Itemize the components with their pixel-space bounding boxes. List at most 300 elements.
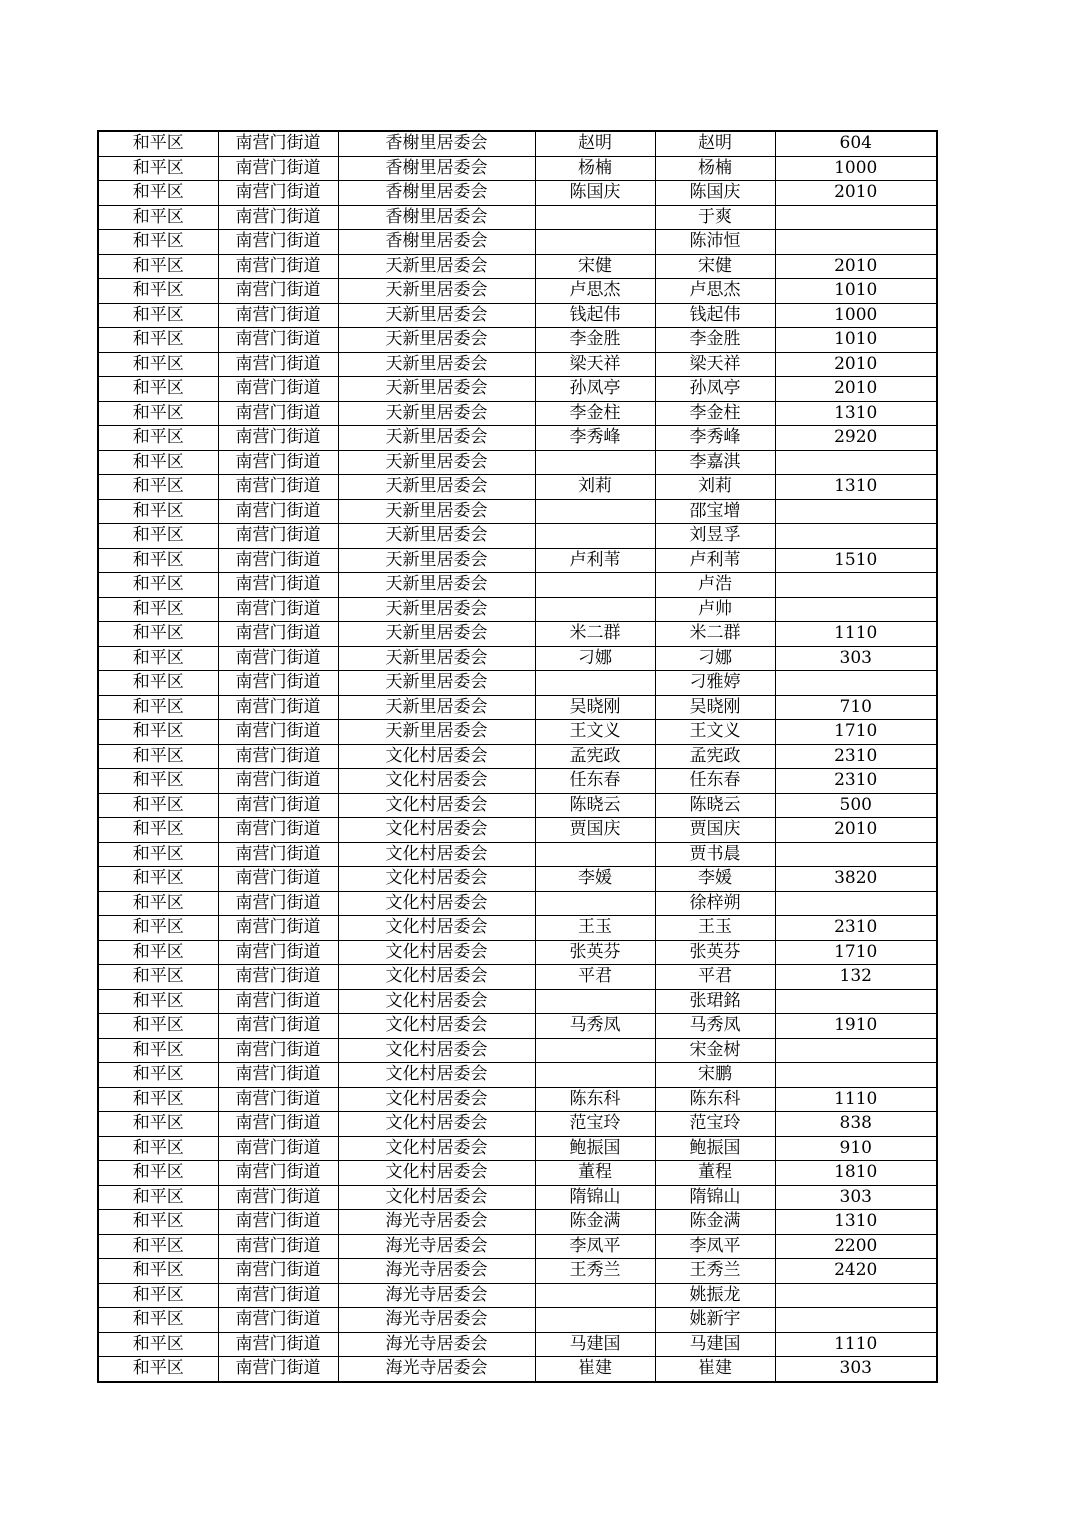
name-cell bbox=[535, 1283, 655, 1308]
committee-cell: 香榭里居委会 bbox=[338, 131, 535, 156]
committee-cell: 天新里居委会 bbox=[338, 720, 535, 745]
committee-cell: 文化村居委会 bbox=[338, 1063, 535, 1088]
committee-cell: 天新里居委会 bbox=[338, 597, 535, 622]
street-cell: 南营门街道 bbox=[218, 548, 338, 573]
member-name-cell: 李秀峰 bbox=[655, 426, 775, 451]
table-row bbox=[98, 254, 937, 279]
table-row bbox=[98, 867, 937, 892]
street-cell: 南营门街道 bbox=[218, 695, 338, 720]
street-cell: 南营门街道 bbox=[218, 744, 338, 769]
member-name-cell: 隋锦山 bbox=[655, 1185, 775, 1210]
name-cell bbox=[535, 524, 655, 549]
street-cell: 南营门街道 bbox=[218, 842, 338, 867]
committee-cell: 天新里居委会 bbox=[338, 352, 535, 377]
amount-cell: 1710 bbox=[775, 720, 937, 745]
table-row bbox=[98, 1234, 937, 1259]
table-body bbox=[98, 131, 937, 1382]
street-cell: 南营门街道 bbox=[218, 965, 338, 990]
district-cell: 和平区 bbox=[98, 205, 218, 230]
member-name-cell: 马秀凤 bbox=[655, 1014, 775, 1039]
member-name-cell: 刘莉 bbox=[655, 475, 775, 500]
committee-cell: 海光寺居委会 bbox=[338, 1259, 535, 1284]
committee-cell: 海光寺居委会 bbox=[338, 1308, 535, 1333]
committee-cell: 香榭里居委会 bbox=[338, 205, 535, 230]
table-row bbox=[98, 1161, 937, 1186]
amount-cell: 2010 bbox=[775, 181, 937, 206]
member-name-cell: 贾国庆 bbox=[655, 818, 775, 843]
committee-cell: 天新里居委会 bbox=[338, 524, 535, 549]
table-row bbox=[98, 793, 937, 818]
street-cell: 南营门街道 bbox=[218, 450, 338, 475]
committee-cell: 文化村居委会 bbox=[338, 916, 535, 941]
amount-cell: 2010 bbox=[775, 254, 937, 279]
committee-cell: 天新里居委会 bbox=[338, 450, 535, 475]
member-name-cell: 孙凤亭 bbox=[655, 377, 775, 402]
amount-cell: 303 bbox=[775, 646, 937, 671]
member-name-cell: 崔建 bbox=[655, 1357, 775, 1382]
district-cell: 和平区 bbox=[98, 842, 218, 867]
member-name-cell: 刁娜 bbox=[655, 646, 775, 671]
table-row bbox=[98, 279, 937, 304]
amount-cell: 1910 bbox=[775, 1014, 937, 1039]
district-cell: 和平区 bbox=[98, 573, 218, 598]
amount-cell bbox=[775, 1063, 937, 1088]
street-cell: 南营门街道 bbox=[218, 1185, 338, 1210]
committee-cell: 天新里居委会 bbox=[338, 377, 535, 402]
district-cell: 和平区 bbox=[98, 989, 218, 1014]
table-row bbox=[98, 475, 937, 500]
table-row bbox=[98, 181, 937, 206]
street-cell: 南营门街道 bbox=[218, 1136, 338, 1161]
committee-cell: 天新里居委会 bbox=[338, 499, 535, 524]
committee-cell: 文化村居委会 bbox=[338, 965, 535, 990]
committee-cell: 天新里居委会 bbox=[338, 475, 535, 500]
member-name-cell: 刁雅婷 bbox=[655, 671, 775, 696]
table-row bbox=[98, 205, 937, 230]
street-cell: 南营门街道 bbox=[218, 499, 338, 524]
member-name-cell: 吴晓刚 bbox=[655, 695, 775, 720]
street-cell: 南营门街道 bbox=[218, 426, 338, 451]
name-cell: 赵明 bbox=[535, 131, 655, 156]
district-cell: 和平区 bbox=[98, 720, 218, 745]
amount-cell bbox=[775, 1038, 937, 1063]
name-cell: 马建国 bbox=[535, 1332, 655, 1357]
street-cell: 南营门街道 bbox=[218, 940, 338, 965]
amount-cell bbox=[775, 499, 937, 524]
table-row bbox=[98, 1087, 937, 1112]
committee-cell: 天新里居委会 bbox=[338, 328, 535, 353]
district-cell: 和平区 bbox=[98, 1259, 218, 1284]
street-cell: 南营门街道 bbox=[218, 279, 338, 304]
name-cell bbox=[535, 1038, 655, 1063]
committee-cell: 文化村居委会 bbox=[338, 867, 535, 892]
name-cell: 刘莉 bbox=[535, 475, 655, 500]
table-row bbox=[98, 891, 937, 916]
name-cell bbox=[535, 1308, 655, 1333]
amount-cell bbox=[775, 230, 937, 255]
member-name-cell: 鲍振国 bbox=[655, 1136, 775, 1161]
amount-cell bbox=[775, 1283, 937, 1308]
street-cell: 南营门街道 bbox=[218, 1014, 338, 1039]
name-cell: 孟宪政 bbox=[535, 744, 655, 769]
district-cell: 和平区 bbox=[98, 524, 218, 549]
table-row bbox=[98, 1136, 937, 1161]
district-cell: 和平区 bbox=[98, 450, 218, 475]
table-row bbox=[98, 131, 937, 156]
street-cell: 南营门街道 bbox=[218, 524, 338, 549]
member-name-cell: 王秀兰 bbox=[655, 1259, 775, 1284]
committee-cell: 天新里居委会 bbox=[338, 426, 535, 451]
name-cell: 杨楠 bbox=[535, 156, 655, 181]
district-cell: 和平区 bbox=[98, 916, 218, 941]
member-name-cell: 卢思杰 bbox=[655, 279, 775, 304]
table-row bbox=[98, 1014, 937, 1039]
district-cell: 和平区 bbox=[98, 499, 218, 524]
table-row bbox=[98, 499, 937, 524]
member-name-cell: 马建国 bbox=[655, 1332, 775, 1357]
table-row bbox=[98, 328, 937, 353]
district-cell: 和平区 bbox=[98, 646, 218, 671]
name-cell: 范宝玲 bbox=[535, 1112, 655, 1137]
amount-cell: 1310 bbox=[775, 475, 937, 500]
table-row bbox=[98, 818, 937, 843]
table-row bbox=[98, 156, 937, 181]
committee-cell: 文化村居委会 bbox=[338, 818, 535, 843]
name-cell: 李秀峰 bbox=[535, 426, 655, 451]
table-row bbox=[98, 1038, 937, 1063]
amount-cell: 1810 bbox=[775, 1161, 937, 1186]
name-cell: 李媛 bbox=[535, 867, 655, 892]
amount-cell: 2010 bbox=[775, 818, 937, 843]
amount-cell bbox=[775, 524, 937, 549]
table-row bbox=[98, 303, 937, 328]
name-cell: 李金柱 bbox=[535, 401, 655, 426]
street-cell: 南营门街道 bbox=[218, 1161, 338, 1186]
amount-cell: 3820 bbox=[775, 867, 937, 892]
member-name-cell: 钱起伟 bbox=[655, 303, 775, 328]
street-cell: 南营门街道 bbox=[218, 377, 338, 402]
name-cell: 崔建 bbox=[535, 1357, 655, 1382]
street-cell: 南营门街道 bbox=[218, 156, 338, 181]
committee-cell: 文化村居委会 bbox=[338, 1161, 535, 1186]
amount-cell: 1310 bbox=[775, 401, 937, 426]
name-cell: 米二群 bbox=[535, 622, 655, 647]
name-cell: 平君 bbox=[535, 965, 655, 990]
district-cell: 和平区 bbox=[98, 352, 218, 377]
district-cell: 和平区 bbox=[98, 131, 218, 156]
member-name-cell: 宋健 bbox=[655, 254, 775, 279]
committee-cell: 天新里居委会 bbox=[338, 548, 535, 573]
table-row bbox=[98, 1185, 937, 1210]
district-cell: 和平区 bbox=[98, 1038, 218, 1063]
committee-cell: 天新里居委会 bbox=[338, 279, 535, 304]
member-name-cell: 贾书晨 bbox=[655, 842, 775, 867]
district-cell: 和平区 bbox=[98, 1161, 218, 1186]
member-name-cell: 宋鹏 bbox=[655, 1063, 775, 1088]
amount-cell bbox=[775, 573, 937, 598]
street-cell: 南营门街道 bbox=[218, 1087, 338, 1112]
district-cell: 和平区 bbox=[98, 328, 218, 353]
name-cell: 鲍振国 bbox=[535, 1136, 655, 1161]
name-cell: 陈东科 bbox=[535, 1087, 655, 1112]
street-cell: 南营门街道 bbox=[218, 1210, 338, 1235]
member-name-cell: 邵宝增 bbox=[655, 499, 775, 524]
street-cell: 南营门街道 bbox=[218, 573, 338, 598]
amount-cell: 838 bbox=[775, 1112, 937, 1137]
table-row bbox=[98, 1332, 937, 1357]
member-name-cell: 陈东科 bbox=[655, 1087, 775, 1112]
member-name-cell: 张英芬 bbox=[655, 940, 775, 965]
district-cell: 和平区 bbox=[98, 671, 218, 696]
committee-cell: 文化村居委会 bbox=[338, 769, 535, 794]
name-cell: 董程 bbox=[535, 1161, 655, 1186]
street-cell: 南营门街道 bbox=[218, 793, 338, 818]
committee-cell: 海光寺居委会 bbox=[338, 1283, 535, 1308]
district-cell: 和平区 bbox=[98, 475, 218, 500]
street-cell: 南营门街道 bbox=[218, 1063, 338, 1088]
table-row bbox=[98, 1357, 937, 1382]
member-name-cell: 范宝玲 bbox=[655, 1112, 775, 1137]
member-name-cell: 卢帅 bbox=[655, 597, 775, 622]
member-name-cell: 梁天祥 bbox=[655, 352, 775, 377]
amount-cell: 2310 bbox=[775, 769, 937, 794]
amount-cell bbox=[775, 205, 937, 230]
name-cell: 钱起伟 bbox=[535, 303, 655, 328]
amount-cell: 2010 bbox=[775, 352, 937, 377]
street-cell: 南营门街道 bbox=[218, 205, 338, 230]
district-cell: 和平区 bbox=[98, 793, 218, 818]
name-cell: 李金胜 bbox=[535, 328, 655, 353]
committee-cell: 天新里居委会 bbox=[338, 573, 535, 598]
street-cell: 南营门街道 bbox=[218, 597, 338, 622]
table-row bbox=[98, 352, 937, 377]
district-cell: 和平区 bbox=[98, 401, 218, 426]
member-name-cell: 董程 bbox=[655, 1161, 775, 1186]
street-cell: 南营门街道 bbox=[218, 1038, 338, 1063]
district-cell: 和平区 bbox=[98, 867, 218, 892]
member-name-cell: 李金胜 bbox=[655, 328, 775, 353]
district-cell: 和平区 bbox=[98, 1332, 218, 1357]
committee-cell: 文化村居委会 bbox=[338, 1087, 535, 1112]
district-cell: 和平区 bbox=[98, 818, 218, 843]
street-cell: 南营门街道 bbox=[218, 646, 338, 671]
name-cell: 陈金满 bbox=[535, 1210, 655, 1235]
committee-cell: 天新里居委会 bbox=[338, 303, 535, 328]
committee-cell: 海光寺居委会 bbox=[338, 1234, 535, 1259]
street-cell: 南营门街道 bbox=[218, 867, 338, 892]
committee-cell: 文化村居委会 bbox=[338, 891, 535, 916]
member-name-cell: 陈国庆 bbox=[655, 181, 775, 206]
name-cell bbox=[535, 205, 655, 230]
table-row bbox=[98, 450, 937, 475]
name-cell: 贾国庆 bbox=[535, 818, 655, 843]
district-cell: 和平区 bbox=[98, 1283, 218, 1308]
name-cell: 王玉 bbox=[535, 916, 655, 941]
committee-cell: 天新里居委会 bbox=[338, 401, 535, 426]
amount-cell: 1110 bbox=[775, 1332, 937, 1357]
member-name-cell: 孟宪政 bbox=[655, 744, 775, 769]
district-cell: 和平区 bbox=[98, 279, 218, 304]
street-cell: 南营门街道 bbox=[218, 352, 338, 377]
amount-cell: 2420 bbox=[775, 1259, 937, 1284]
table-row bbox=[98, 1259, 937, 1284]
member-name-cell: 卢浩 bbox=[655, 573, 775, 598]
committee-cell: 文化村居委会 bbox=[338, 842, 535, 867]
table-row bbox=[98, 548, 937, 573]
amount-cell: 1110 bbox=[775, 622, 937, 647]
name-cell bbox=[535, 597, 655, 622]
amount-cell: 1110 bbox=[775, 1087, 937, 1112]
district-cell: 和平区 bbox=[98, 181, 218, 206]
name-cell: 卢思杰 bbox=[535, 279, 655, 304]
member-name-cell: 徐梓朔 bbox=[655, 891, 775, 916]
table-row bbox=[98, 1308, 937, 1333]
name-cell bbox=[535, 1063, 655, 1088]
street-cell: 南营门街道 bbox=[218, 818, 338, 843]
name-cell bbox=[535, 450, 655, 475]
district-cell: 和平区 bbox=[98, 1185, 218, 1210]
committee-cell: 文化村居委会 bbox=[338, 989, 535, 1014]
member-name-cell: 王文义 bbox=[655, 720, 775, 745]
district-cell: 和平区 bbox=[98, 769, 218, 794]
table-row bbox=[98, 940, 937, 965]
street-cell: 南营门街道 bbox=[218, 1308, 338, 1333]
amount-cell: 1710 bbox=[775, 940, 937, 965]
member-name-cell: 陈晓云 bbox=[655, 793, 775, 818]
name-cell bbox=[535, 989, 655, 1014]
district-cell: 和平区 bbox=[98, 1014, 218, 1039]
committee-cell: 文化村居委会 bbox=[338, 1136, 535, 1161]
district-cell: 和平区 bbox=[98, 230, 218, 255]
amount-cell: 1010 bbox=[775, 328, 937, 353]
table-row bbox=[98, 1283, 937, 1308]
amount-cell: 1010 bbox=[775, 279, 937, 304]
district-cell: 和平区 bbox=[98, 695, 218, 720]
street-cell: 南营门街道 bbox=[218, 989, 338, 1014]
member-name-cell: 杨楠 bbox=[655, 156, 775, 181]
street-cell: 南营门街道 bbox=[218, 303, 338, 328]
committee-cell: 海光寺居委会 bbox=[338, 1357, 535, 1382]
table-row bbox=[98, 671, 937, 696]
name-cell bbox=[535, 499, 655, 524]
street-cell: 南营门街道 bbox=[218, 1357, 338, 1382]
table-row bbox=[98, 1112, 937, 1137]
district-cell: 和平区 bbox=[98, 1087, 218, 1112]
amount-cell: 1000 bbox=[775, 303, 937, 328]
member-name-cell: 任东春 bbox=[655, 769, 775, 794]
amount-cell: 2200 bbox=[775, 1234, 937, 1259]
member-name-cell: 于爽 bbox=[655, 205, 775, 230]
amount-cell bbox=[775, 1308, 937, 1333]
member-name-cell: 李嘉淇 bbox=[655, 450, 775, 475]
district-cell: 和平区 bbox=[98, 891, 218, 916]
member-name-cell: 张珺銘 bbox=[655, 989, 775, 1014]
member-name-cell: 赵明 bbox=[655, 131, 775, 156]
amount-cell bbox=[775, 842, 937, 867]
district-cell: 和平区 bbox=[98, 377, 218, 402]
street-cell: 南营门街道 bbox=[218, 891, 338, 916]
committee-cell: 文化村居委会 bbox=[338, 940, 535, 965]
amount-cell: 1510 bbox=[775, 548, 937, 573]
amount-cell: 500 bbox=[775, 793, 937, 818]
amount-cell bbox=[775, 671, 937, 696]
table-row bbox=[98, 1063, 937, 1088]
committee-cell: 文化村居委会 bbox=[338, 1038, 535, 1063]
table-row bbox=[98, 769, 937, 794]
amount-cell: 132 bbox=[775, 965, 937, 990]
committee-cell: 天新里居委会 bbox=[338, 622, 535, 647]
member-name-cell: 平君 bbox=[655, 965, 775, 990]
name-cell: 梁天祥 bbox=[535, 352, 655, 377]
street-cell: 南营门街道 bbox=[218, 1332, 338, 1357]
amount-cell bbox=[775, 597, 937, 622]
table-row bbox=[98, 622, 937, 647]
street-cell: 南营门街道 bbox=[218, 769, 338, 794]
amount-cell: 2920 bbox=[775, 426, 937, 451]
district-cell: 和平区 bbox=[98, 548, 218, 573]
street-cell: 南营门街道 bbox=[218, 671, 338, 696]
street-cell: 南营门街道 bbox=[218, 1112, 338, 1137]
street-cell: 南营门街道 bbox=[218, 622, 338, 647]
amount-cell: 303 bbox=[775, 1185, 937, 1210]
table-row bbox=[98, 573, 937, 598]
street-cell: 南营门街道 bbox=[218, 328, 338, 353]
name-cell: 陈国庆 bbox=[535, 181, 655, 206]
member-name-cell: 宋金树 bbox=[655, 1038, 775, 1063]
name-cell bbox=[535, 891, 655, 916]
district-cell: 和平区 bbox=[98, 1063, 218, 1088]
name-cell bbox=[535, 671, 655, 696]
street-cell: 南营门街道 bbox=[218, 1259, 338, 1284]
committee-cell: 海光寺居委会 bbox=[338, 1332, 535, 1357]
name-cell: 吴晓刚 bbox=[535, 695, 655, 720]
district-cell: 和平区 bbox=[98, 1210, 218, 1235]
district-cell: 和平区 bbox=[98, 744, 218, 769]
street-cell: 南营门街道 bbox=[218, 230, 338, 255]
table-row bbox=[98, 597, 937, 622]
committee-cell: 天新里居委会 bbox=[338, 646, 535, 671]
table-row bbox=[98, 965, 937, 990]
name-cell bbox=[535, 842, 655, 867]
member-name-cell: 米二群 bbox=[655, 622, 775, 647]
street-cell: 南营门街道 bbox=[218, 475, 338, 500]
committee-cell: 文化村居委会 bbox=[338, 793, 535, 818]
name-cell: 李凤平 bbox=[535, 1234, 655, 1259]
member-name-cell: 刘昱孚 bbox=[655, 524, 775, 549]
street-cell: 南营门街道 bbox=[218, 1234, 338, 1259]
amount-cell: 2310 bbox=[775, 916, 937, 941]
member-name-cell: 陈金满 bbox=[655, 1210, 775, 1235]
district-cell: 和平区 bbox=[98, 965, 218, 990]
district-cell: 和平区 bbox=[98, 1357, 218, 1382]
table-row bbox=[98, 720, 937, 745]
committee-cell: 香榭里居委会 bbox=[338, 181, 535, 206]
name-cell: 张英芬 bbox=[535, 940, 655, 965]
district-cell: 和平区 bbox=[98, 1112, 218, 1137]
member-name-cell: 李金柱 bbox=[655, 401, 775, 426]
amount-cell: 1000 bbox=[775, 156, 937, 181]
table-row bbox=[98, 426, 937, 451]
table-row bbox=[98, 695, 937, 720]
name-cell: 卢利苇 bbox=[535, 548, 655, 573]
table-row bbox=[98, 916, 937, 941]
amount-cell: 2310 bbox=[775, 744, 937, 769]
committee-cell: 文化村居委会 bbox=[338, 1112, 535, 1137]
committee-cell: 天新里居委会 bbox=[338, 254, 535, 279]
name-cell: 王文义 bbox=[535, 720, 655, 745]
name-cell: 任东春 bbox=[535, 769, 655, 794]
committee-cell: 天新里居委会 bbox=[338, 671, 535, 696]
